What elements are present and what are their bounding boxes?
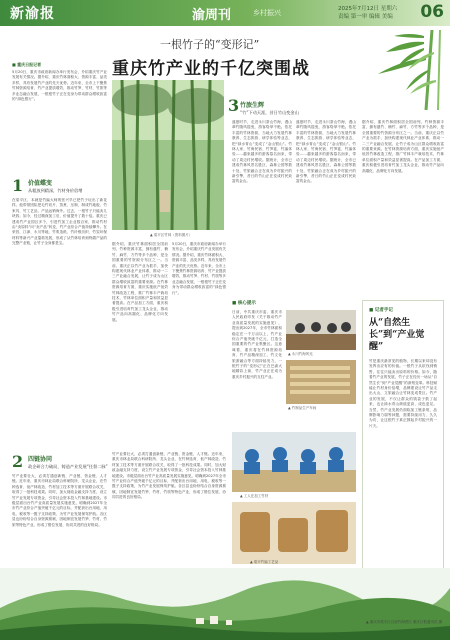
bamboo-forest-image	[112, 80, 224, 230]
column-title: 渝周刊	[192, 8, 232, 23]
bamboo-products-image	[232, 502, 356, 564]
right-column-text: 据介绍，重庆竹林面积居全国前列，竹种资源丰富，拥有慈竹、楠竹、麻竹、方竹等多个品种，是全国重要的竹资源分布区之一。当前，重庆正以竹产业为抓手，加快构建现代林业产业体系，推动一二三产业融合发展，让竹子成为山区群众增收致富的重要来源。在竹林资源培育方面，重庆实施低产低效竹林改造工程，推广竹林丰产栽培技术，竹林单位面积产量和效益显著提高。在产品加工方面，重庆积极引进培育竹加工龙头企业，推动竹产品向高端化、品牌化方向发展。	[362, 120, 444, 173]
issue-date: 2025年7月12日 星期六	[338, 6, 398, 12]
reporter-byline: ■ 重庆日报记者	[12, 62, 42, 67]
headline-kicker: 一根竹子的“变形记”	[160, 38, 260, 51]
bamboo-leaves-icon	[314, 30, 444, 110]
section-3-number: 3	[228, 96, 240, 115]
section-2-title: 四链协同	[28, 456, 53, 463]
section-3-body-cont: 盛夏时节，走进永川茶山竹海，漫山翠竹随风摇曳，游客络绎不绝。依托丰富的竹林资源，当地大力发展竹林康养、生态旅游、研学体验等业态，把“绿水青山”变成了“金山银山”。竹林人家、竹海民宿、竹笋宴、竹编体验……越来越多的游客慕名而来，带动了周边村民增收。据统计，全市已建成竹林风景名胜区、森林公园等数十处，竹旅融合正在成为乡村振兴的新引擎，昔日的竹山正在变成村民致富的金山。	[296, 120, 356, 184]
core-tip-text: 日前，中共重庆市委、重庆市人民政府印发《关于推动竹产业高质量发展的实施意见》，提出到2027年，全市竹林面积稳定在一千万亩以上，竹产业综合产值突破千亿元，打造全国重要的竹产业集聚区。这意味着，重庆将在竹林资源培育、竹产品精深加工、竹文化旅游融合等方面持续发力，一根竹子的“变形记”正在巴渝大地精彩上演，竹产业正在成为重庆乡村振兴的支柱产业。	[232, 310, 282, 379]
section-1-body-cont: 据介绍，重庆竹林面积居全国前列，竹种资源丰富，拥有慈竹、楠竹、麻竹、方竹等多个品种，是全国重要的竹资源分布区之一。当前，重庆正以竹产业为抓手，加快构建现代林业产业体系，推动一二三产业融合发展，让竹子成为山区群众增收致富的重要来源。在竹林资源培育方面，重庆实施低产低效竹林改造工程，推广竹林丰产栽培技术，竹林单位面积产量和效益显著提高。在产品加工方面，重庆积极引进培育竹加工龙头企业，推动竹产品向高端化、品牌化方向发展。	[112, 242, 168, 322]
core-tip-tag: ■ 核心提示	[232, 301, 256, 306]
photo-bamboo-forest	[112, 80, 224, 230]
photo-workshop	[286, 360, 356, 404]
section-1-body: 在梁平区，本就是竹编大师的张兴早已把竹子玩出了新花样。他带领团队把毛竹切片、蒸煮、压制，制成竹地板、竹家具、竹工艺品，产品远销海外。过去，一根竹子只能卖几块钱；如今，经过精深加工后，价值提升了数十倍。重庆已建成竹产业园区多个，引进竹加工企业数百家，推动竹材由“卖原料”向“卖产品”转变，竹产业综合产值持续攀升。在荣昌、江津、永川等地，竹浆造纸、竹纤维纺织、竹炭环保材料等新兴产业蓬勃发展，形成了从竹林培育到终端产品的完整产业链，让竹子全身都是宝。	[12, 198, 107, 246]
reporters-note-title: 从“自然生长”到“产业觉醒”	[369, 318, 425, 352]
masthead	[0, 0, 450, 26]
section-3-body: 盛夏时节，走进永川茶山竹海，漫山翠竹随风摇曳，游客络绎不绝。依托丰富的竹林资源，当地大力发展竹林康养、生态旅游、研学体验等业态，把“绿水青山”变成了“金山银山”。竹林人家、竹海民宿、竹笋宴、竹编体验……越来越多的游客慕名而来，带动了周边村民增收。据统计，全市已建成竹林风景名胜区、森林公园等数十处，竹旅融合正在成为乡村振兴的新引擎，昔日的竹山正在变成村民致富的金山。	[232, 120, 292, 184]
section-1-title: 价值蝶变	[28, 180, 53, 187]
section-2-body: 竹产业要壮大，必须打通创新链、产业链、资金链、人才链。近年来，重庆市林业局联合科研院所、龙头企业，在竹种选育、低产林改造、竹材加工技术等方面开展联合攻关，取得了一批科技成果。同时，加大财政金融支持力度，设立竹产业发展专项资金，引导社会资本投入竹林基地建设。市级层面出台竹产业高质量发展实施意见，明确到2027年全市竹产业综合产值突破千亿元的目标，并配套出台用地、用电、税收等一揽子支持政策，为竹产业发展保驾护航。各区县也纷纷结合自身资源禀赋，因地制宜发展竹笋、竹材、竹旅等特色产业，形成了错位发展、协同共进的良好格局。	[12, 474, 107, 527]
reporters-note-tag: ■ 记者手记	[369, 308, 393, 313]
headline-title: 重庆竹产业的千亿突围战	[112, 59, 310, 79]
editor-line: 责编 第一审 编辑 美编	[338, 14, 393, 20]
photo-caption: ▲ 工人在加工竹材	[240, 494, 269, 498]
workers-image	[232, 432, 356, 492]
photo-products	[232, 502, 356, 564]
workshop-image	[286, 360, 356, 404]
section-2-subtitle: 政企研合力破局，铸造产业发展“任督二脉”	[28, 464, 108, 469]
newspaper-logo: 新渝报	[10, 6, 55, 22]
photo-workers	[232, 432, 356, 492]
section-1-number: 1	[12, 176, 24, 195]
page-number: 06	[420, 2, 444, 22]
section-2-number: 2	[12, 452, 24, 471]
reporters-note-box	[362, 300, 444, 570]
column-subtitle: 乡村振兴	[253, 9, 281, 17]
photo-caption: ▲ 永川竹海风光	[288, 352, 313, 356]
meeting-image	[286, 310, 356, 350]
lead-paragraph: 5月20日，重庆市政府新闻办举行发布会，介绍重庆竹产业发展有关情况。据介绍，重庆竹林面积大、资源丰富、品类多样，具有发展竹产业的先天优势。近年来，全市上下聚焦竹林资源培育、竹产业提质增效，推动竹笋、竹材、竹旅等多业态融合发展，一根根竹子正在变身为带动群众增收致富的“绿色银行”。	[12, 70, 107, 102]
photo-caption: ▲ 竹制品生产车间	[288, 406, 317, 410]
photo-caption: ▲ 梁平竹编工艺品	[250, 560, 279, 564]
section-3-title: 竹旅生辉	[240, 102, 265, 109]
bamboo-landscape-banner	[0, 568, 450, 640]
photo-caption: ▲ 梁平区竹林（资料图片）	[150, 233, 193, 237]
banner-caption: ▲ 重庆市梁平区百里竹海景区 重庆日报通讯员 摄	[365, 620, 442, 624]
reporters-note-body: 竹是重庆最常见的植物，长期以来却没有发挥出应有的价值。一根竹子从砍伐到销售，往往只能卖出原料的价格。如今，随着竹产业的发展，竹子正在经历一场从“自然生长”到“产业觉醒”的深刻变革。科技赋能让竹材身价倍增，品牌建设让竹产品走出大山，文旅融合让竹林变成景区。竹产业的发展，不仅让群众的钱袋子鼓了起来，也让绿水青山颜值更高、成色更足。当然，竹产业发展仍面临加工链条短、品牌影响力弱等问题，需要持续用力、久久为功，让这根竹子真正撑起乡村振兴的一片天。	[369, 359, 437, 428]
section-2-body-cont: 竹产业要壮大，必须打通创新链、产业链、资金链、人才链。近年来，重庆市林业局联合科研院所、龙头企业，在竹种选育、低产林改造、竹材加工技术等方面开展联合攻关，取得了一批科技成果。同时，加大财政金融支持力度，设立竹产业发展专项资金，引导社会资本投入竹林基地建设。市级层面出台竹产业高质量发展实施意见，明确到2027年全市竹产业综合产值突破千亿元的目标，并配套出台用地、用电、税收等一揽子支持政策，为竹产业发展保驾护航。各区县也纷纷结合自身资源禀赋，因地制宜发展竹笋、竹材、竹旅等特色产业，形成了错位发展、协同共进的良好格局。	[112, 452, 226, 500]
photo-meeting	[286, 310, 356, 350]
section-3-subtitle: “竹”下动天涯，昔日竹山变金山	[240, 110, 299, 115]
section-1-subtitle: 从粗放到精深，竹材身价倍增	[28, 188, 83, 193]
section-1-body-cont2: 5月20日，重庆市政府新闻办举行发布会，介绍重庆竹产业发展有关情况。据介绍，重庆竹林面积大、资源丰富、品类多样，具有发展竹产业的先天优势。近年来，全市上下聚焦竹林资源培育、竹产业提质增效，推动竹笋、竹材、竹旅等多业态融合发展，一根根竹子正在变身为带动群众增收致富的“绿色银行”。	[172, 242, 226, 295]
